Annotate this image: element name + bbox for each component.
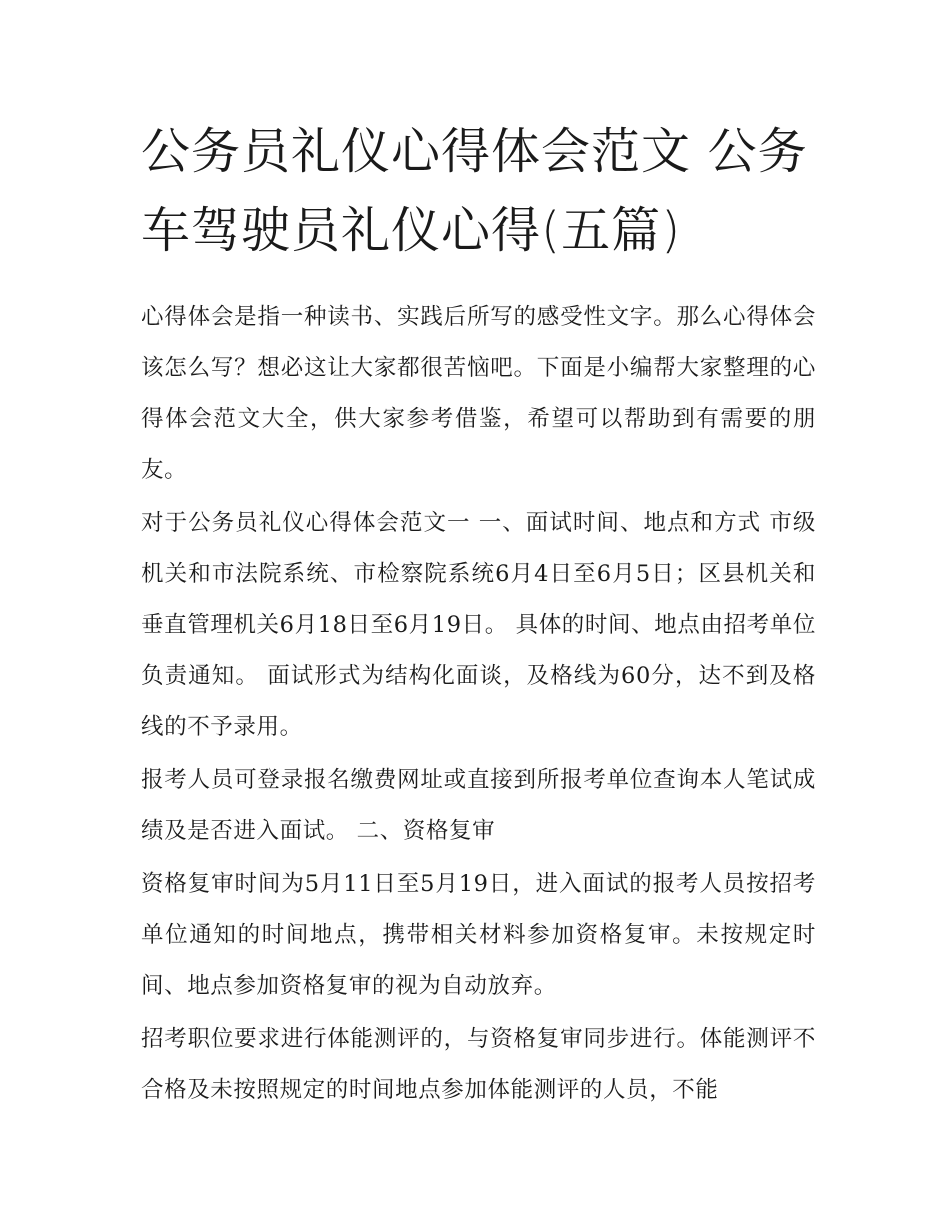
document-title: 公务员礼仪心得体会范文 公务车驾驶员礼仪心得(五篇) <box>141 123 808 259</box>
paragraph-intro: 心得体会是指一种读书、实践后所写的感受性文字。那么心得体会该怎么写？想必这让大家都很苦恼吧。下面是小编帮大家整理的心得体会范文大全，供大家参考借鉴，希望可以帮助到有需要的朋友。 <box>141 304 816 483</box>
paragraph-fitness-test: 招考职位要求进行体能测评的，与资格复审同步进行。体能测评不合格及未按照规定的时间地点参加体能测评的人员，不能 <box>141 1026 816 1103</box>
paragraph-score-inquiry: 报考人员可登录报名缴费网址或直接到所报考单位查询本人笔试成绩及是否进入面试。 二、资格复审 <box>141 767 816 844</box>
paragraph-interview-schedule: 对于公务员礼仪心得体会范文一 一、面试时间、地点和方式 市级机关和市法院系统、市检察院系统6月4日至6月5日；区县机关和垂直管理机关6月18日至6月19日。 具体的时间、地点由招考单位负责通知。 面试形式为结构化面谈，及格线为60分，达不到及格线的不予录用。 <box>141 510 816 740</box>
paragraph-qualification-review: 资格复审时间为5月11日至5月19日，进入面试的报考人员按招考单位通知的时间地点，携带相关材料参加资格复审。未按规定时间、地点参加资格复审的视为自动放弃。 <box>141 871 816 999</box>
